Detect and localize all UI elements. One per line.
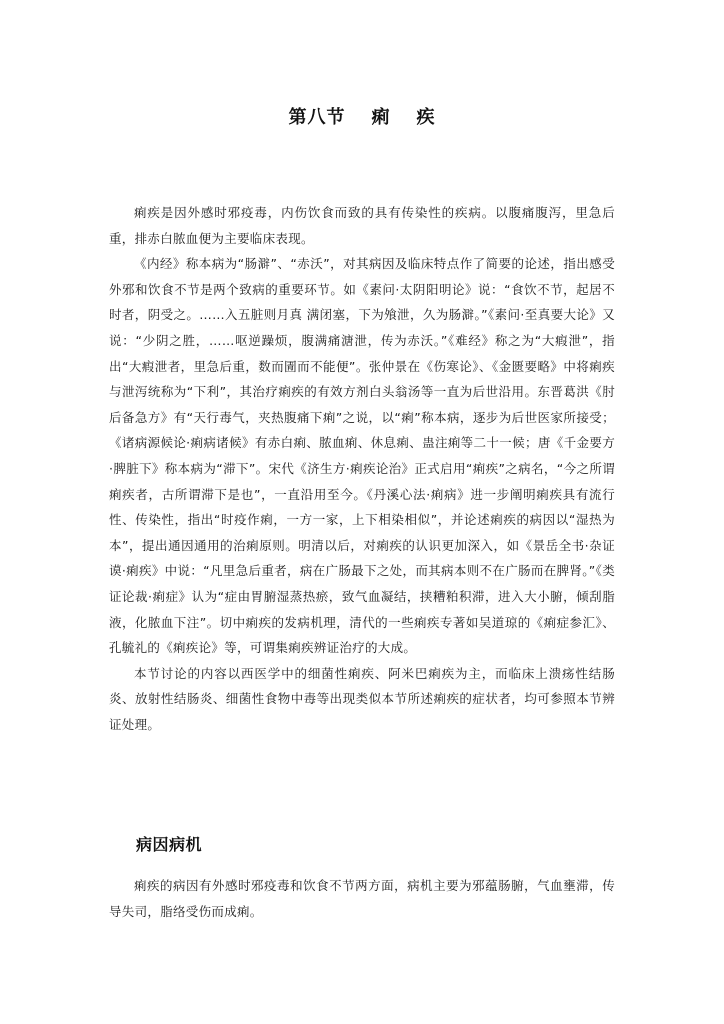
section-number: 第八节 xyxy=(288,107,346,128)
intro-paragraph-scope: 本节讨论的内容以西医学中的细菌性痢疾、阿米巴痢疾为主，而临床上溃疡性结肠炎、放射性结肠炎、细菌性食物中毒等出现类似本节所述痢疾的症状者，均可参照本节辨证处理。 xyxy=(109,665,615,732)
section-title xyxy=(0,103,724,129)
intro-paragraph-definition: 痢疾是因外感时邪疫毒，内伤饮食而致的具有传染性的疾病。以腹痛腹泻，里急后重，排赤白脓血便为主要临床表现。 xyxy=(109,205,615,246)
etiology-paragraph: 痢疾的病因有外感时邪疫毒和饮食不节两方面，病机主要为邪蕴肠腑，气血壅滞，传导失司，脂络受伤而成痢。 xyxy=(109,878,615,919)
intro-paragraph-history: 《内经》称本病为“肠澼”、“赤沃”，对其病因及临床特点作了简要的论述，指出感受外邪和饮食不节是两个致病的重要环节。如《素问·太阴阳明论》说：“食饮不节，起居不时者，阴受之。……入五脏则月真 满闭塞，下为飧泄，久为肠澼。”《素问·至真要大论》又说：“少阴之胜，……呕逆躁烦，腹满痛溏泄，传为赤沃。”《难经》称之为“大瘕泄”，指出“大瘕泄者，里急后重，数而圊而不能便”。张仲景在《伤寒论》、《金匮要略》中将痢疾与泄泻统称为“下利”，其治疗痢疾的有效方剂白头翁汤等一直为后世沿用。东晋葛洪《肘后备急方》有“天行毒气，夹热腹痛下痢”之说，以“痢”称本病，逐步为后世医家所接受；《诸病源候论·痢病诸候》有赤白痢、脓血痢、休息痢、蛊注痢等二十一候；唐《千金要方·脾脏下》称本病为“滞下”。宋代《济生方·痢疾论治》正式启用“痢疾”之病名，“今之所谓痢疾者，古所谓滞下是也”，一直沿用至今。《丹溪心法·痢病》进一步阐明痢疾具有流行性、传染性，指出“时疫作痢，一方一家，上下相染相似”，并论述痢疾的病因以“湿热为本”，提出通因通用的治痢原则。明清以后，对痢疾的认识更加深入，如《景岳全书·杂证谟·痢疾》中说：“凡里急后重者，病在广肠最下之处，而其病本则不在广肠而在脾肾。”《类证论裁·痢症》认为“症由胃腑湿蒸热瘀，致气血凝结，挟糟粕积滞，进入大小腑，倾刮脂液，化脓血下注”。切中痢疾的发病机理，清代的一些痢疾专著如吴道琼的《痢症参汇》、孔毓礼的《痢疾论》等，可谓集痢疾辨证治疗的大成。 xyxy=(109,256,615,656)
intro-section xyxy=(109,200,615,737)
section-name-char-1: 痢 xyxy=(371,107,391,128)
etiology-heading: 病因病机 xyxy=(136,835,203,854)
section-name-char-2: 疾 xyxy=(416,107,436,128)
etiology-section xyxy=(109,873,615,924)
